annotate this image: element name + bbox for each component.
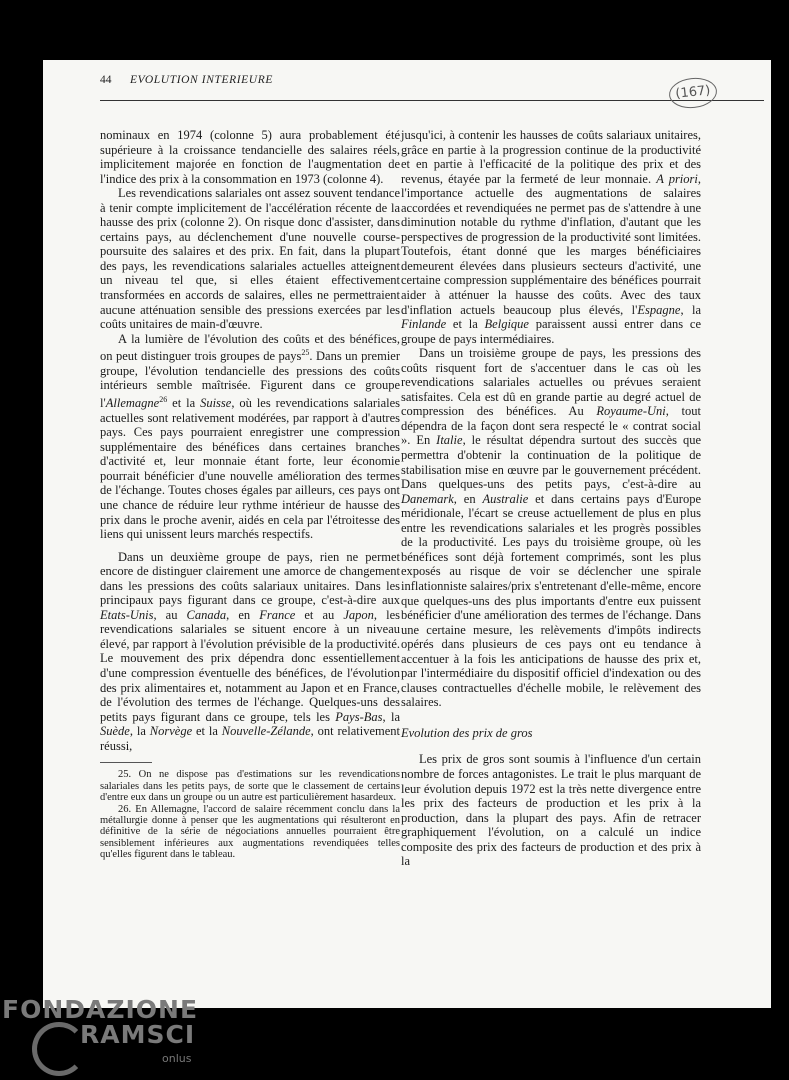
archive-stamp: (167) xyxy=(668,76,719,111)
footnote-ref: 26 xyxy=(159,395,168,404)
footnote-25: 25. On ne dispose pas d'estimations sur les revendications salariales dans les petits pays, de sorte que le classement de certains d'entre eux dans un groupe ou un autre est particulièrement hasardeux. xyxy=(100,769,400,804)
fondazione-gramsci-watermark xyxy=(0,992,230,1080)
right-column xyxy=(401,128,701,869)
watermark-line2: RAMSCI xyxy=(80,1020,196,1049)
watermark-line3: onlus xyxy=(162,1052,192,1065)
paragraph: Dans un troisième groupe de pays, les pressions des coûts risquent fort de s'accentuer dans le cas où les revendications salariales actuelles ou prévues seraient satisfaites. Cela est dû en grande partie au degré actuel de compression des bénéfices. Au Royaume-Uni, tout dépendra de la façon dont sera respecté le « contrat social ». En Italie, le résultat dépendra surtout des succès que permettra d'obtenir la continuation de la politique de stabilisation mise en œuvre par le gouvernement précédent. Dans quelques-uns des petits pays, c'est-à-dire au Danemark, en Australie et dans certains pays d'Europe méridionale, l'écart se creuse actuellement de plus en plus entre les revendications salariales et les progrès possibles de la productivité. Les pays du troisième groupe, où les bénéfices sont déjà fortement comprimés, sont les plus exposés au risque de voir se déclencher une spirale inflationniste salaires/prix s'entretenant d'elle-même, encore que quelques-uns des plus importants d'entre eux puissent bénéficier d'une amélioration des termes de l'échange. Dans une certaine mesure, les relèvements d'impôts indirects opérés dans plusieurs de ces pays ont eu tendance à accentuer à la fois les anticipations de hausse des prix et, par l'intermédiaire du dispositif officiel d'indexation ou des clauses contractuelles d'échelle mobile, le relèvement des salaires. xyxy=(401,346,701,710)
footnotes xyxy=(100,769,400,860)
watermark-line1: FONDAZIONE xyxy=(2,995,199,1024)
paragraph: Les revendications salariales ont assez souvent tendance à tenir compte implicitement de l'accélération récente de la hausse des prix (colonne 2). On risque donc d'assister, dans certains pays, au déclenchement d'une nouvelle course-poursuite des salaires et des prix. En fait, dans la plupart des pays, les revendications salariales actuelles atteignent un niveau tel que, si elles étaient effectivement transformées en accords de salaires, elles ne permettraient aucune atténuation sensible des pressions exercées par les coûts unitaires de main-d'œuvre. xyxy=(100,186,400,332)
page-header xyxy=(100,74,764,101)
paragraph: jusqu'ici, à contenir les hausses de coûts salariaux unitaires, grâce en partie à la progression continue de la productivité et en partie à l'efficacité de la politique des prix et des revenus, étayée par la fermeté de leur monnaie. A priori, l'importance actuelle des augmentations de salaires accordées et revendiquées ne permet pas de s'attendre à une diminution notable du rythme d'inflation, d'autant que les perspectives de progression de la productivité sont limitées. Toutefois, étant donné que les marges bénéficiaires demeurent élevées dans plusieurs secteurs d'activité, une certaine compression supplémentaire des bénéfices pourrait aider à atténuer la hausse des coûts. Avec des taux d'inflation actuels beaucoup plus élevés, l'Espagne, la Finlande et la Belgique paraissent aussi entrer dans ce groupe de pays intermédiaires. xyxy=(401,128,702,346)
paragraph: A la lumière de l'évolution des coûts et des bénéfices, on peut distinguer trois groupes de pays$^{25}$. Dans un premier groupe, l'évolution tendancielle des pressions des coûts intérieurs semble maîtrisée. Figurent dans ce groupe l'Allemagne$^{26}$ et la Suisse, où les revendications salariales actuelles sont relativement modérées, par rapport à d'autres pays. Ces pays pourraient enregistrer une compression supplémentaire des bénéfices dans certaines branches d'activité et, leur monnaie étant forte, leur économie pourrait bénéficier d'une nouvelle amélioration des termes de l'échange. Toutes choses égales par ailleurs, ces pays ont une chance de réduire leur rythme intérieur de hausse des prix dans le proche avenir, aidés en cela par l'étroitesse des liens qui unissent leurs marchés respectifs. xyxy=(100,331,400,542)
paragraph: Dans un deuxième groupe de pays, rien ne permet encore de distinguer clairement une amorce de changement dans les pressions des coûts salariaux unitaires. Dans les principaux pays figurant dans ce groupe, c'est-à-dire aux Etats-Unis, au Canada, en France et au Japon, les revendications salariales se situent encore à un niveau élevé, par rapport à l'évolution prévisible de la productivité. Le mouvement des prix dépendra donc essentiellement d'une compression éventuelle des bénéfices, de l'évolution des prix alimentaires et, notamment au Japon et en France, de l'évolution des termes de l'échange. Quelques-uns des petits pays figurant dans ce groupe, tels les Pays-Bas, la Suède, la Norvège et la Nouvelle-Zélande, ont relativement réussi, xyxy=(100,549,400,753)
paragraph: Les prix de gros sont soumis à l'influence d'un certain nombre de forces antagonistes. Le trait le plus marquant de leur évolution depuis 1972 est la très nette divergence entre les prix des facteurs de production et les prix à la production, dans la plupart des pays. Afin de retracer graphiquement l'évolution, on a calculé un indice composite des prix des facteurs de production et des prix à la xyxy=(401,752,701,869)
paragraph: nominaux en 1974 (colonne 5) aura probablement été supérieure à la croissance tendancielle des salaires réels, implicitement majorée en fonction de l'augmentation de l'indice des prix à la consommation en 1973 (colonne 4). xyxy=(100,128,400,186)
footnote-divider xyxy=(100,762,152,763)
left-column xyxy=(100,128,400,861)
footnote-26: 26. En Allemagne, l'accord de salaire récemment conclu dans la métallurgie donne à penser que les augmentations qui résulteront en définitive de la série de négociations annuelles pourraient être sensiblement inférieures aux augmentations revendiquées telles qu'elles figurent dans le tableau. xyxy=(100,803,400,861)
section-heading: Evolution des prix de gros xyxy=(401,725,533,740)
running-title: EVOLUTION INTERIEURE xyxy=(130,74,273,86)
page-number: 44 xyxy=(100,74,112,86)
footnote-ref: 25 xyxy=(301,348,310,358)
g-ring-icon xyxy=(32,1022,86,1076)
scanned-page xyxy=(43,60,771,1008)
